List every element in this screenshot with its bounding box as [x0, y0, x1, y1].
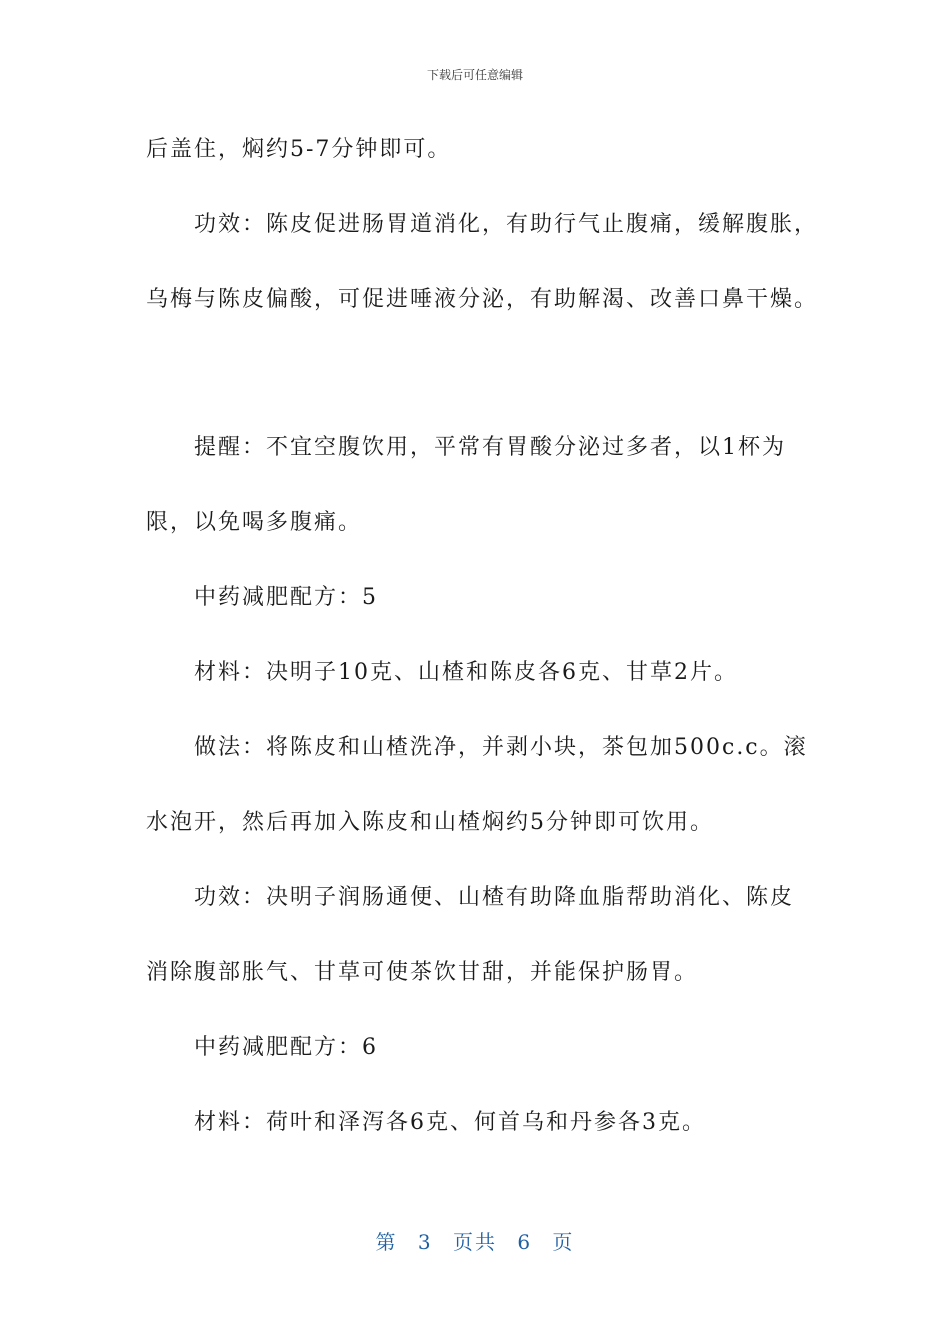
paragraph-line: 材料：决明子10克、山楂和陈皮各6克、甘草2片。	[194, 660, 738, 685]
page-header: 下载后可任意编辑	[426, 68, 523, 82]
section-heading: 中药减肥配方：5	[194, 585, 378, 610]
paragraph-line: 水泡开，然后再加入陈皮和山楂焖约5分钟即可饮用。	[146, 810, 714, 835]
paragraph-line: 功效：陈皮促进肠胃道消化，有助行气止腹痛，缓解腹胀，	[194, 212, 819, 237]
paragraph-line: 提醒：不宜空腹饮用，平常有胃酸分泌过多者，以1杯为	[194, 435, 786, 460]
paragraph-line: 乌梅与陈皮偏酸，可促进唾液分泌，有助解渴、改善口鼻干燥。	[146, 287, 819, 312]
paragraph-line: 后盖住，焖约5-7分钟即可。	[146, 137, 452, 162]
paragraph-line: 限，以免喝多腹痛。	[146, 510, 363, 535]
paragraph-line: 材料：荷叶和泽泻各6克、何首乌和丹参各3克。	[194, 1110, 706, 1135]
paragraph-line: 功效：决明子润肠通便、山楂有助降血脂帮助消化、陈皮	[194, 885, 795, 910]
paragraph-line: 消除腹部胀气、甘草可使茶饮甘甜，并能保护肠胃。	[146, 960, 699, 985]
paragraph-line: 做法：将陈皮和山楂洗净，并剥小块，茶包加500c.c。滚	[194, 735, 808, 760]
section-heading: 中药减肥配方：6	[194, 1035, 378, 1060]
page-number-footer: 第 3 页共 6 页	[375, 1230, 575, 1254]
